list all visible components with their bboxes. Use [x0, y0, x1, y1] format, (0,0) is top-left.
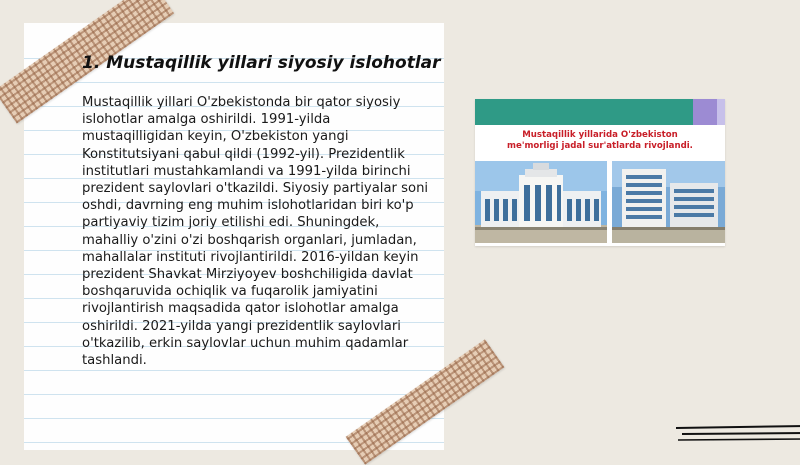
- image-caption: [475, 130, 725, 152]
- slide-body-text: Mustaqillik yillari O'zbekistonda bir qator siyosiy islohotlar amalga oshirildi. 1991-yilda mustaqilligidan keyin, O'zbekiston yangi Konstitutsiyani qabul qildi (1992-yil). Prezidentlik institutlari mustahkamlandi va 1991-yilda birinchi prezident saylovlari o'tkazildi. Siyosiy partiyalar soni oshdi, davrning eng muhim islohotlaridan biri ko'p partiyaviy tizim joriy etilishi edi. Shuningdek, mahalliy o'zini o'zi boshqarish organlari, jumladan, mahallalar instituti rivojlantirildi. 2016-yildan keyin prezident Shavkat Mirziyoyev boshchiligida davlat boshqaruvida ochiqlik va fuqarolik jamiyatini rivojlantirish maqsadida qator islohotlar amalga oshirildi. 2021-yilda yangi prezidentlik saylovlari o'tkazilib, erkin saylovlar uchun muhim qadamlar tashlandi.: [82, 95, 429, 369]
- image-header-band: [475, 99, 693, 125]
- image-header-accent: [693, 99, 717, 125]
- decorative-lines: [676, 422, 800, 444]
- image-caption-line-2: me'morligi jadal sur'atlarda rivojlandi.: [507, 141, 693, 151]
- building-photo-right: [612, 161, 725, 243]
- image-caption-line-1: Mustaqillik yillarida O'zbekiston: [522, 130, 678, 140]
- building-photo-left: [475, 161, 607, 243]
- slide-title: 1. Mustaqillik yillari siyosiy islohotlar: [82, 53, 441, 73]
- architecture-image: [475, 99, 725, 246]
- image-header-accent-light: [717, 99, 725, 125]
